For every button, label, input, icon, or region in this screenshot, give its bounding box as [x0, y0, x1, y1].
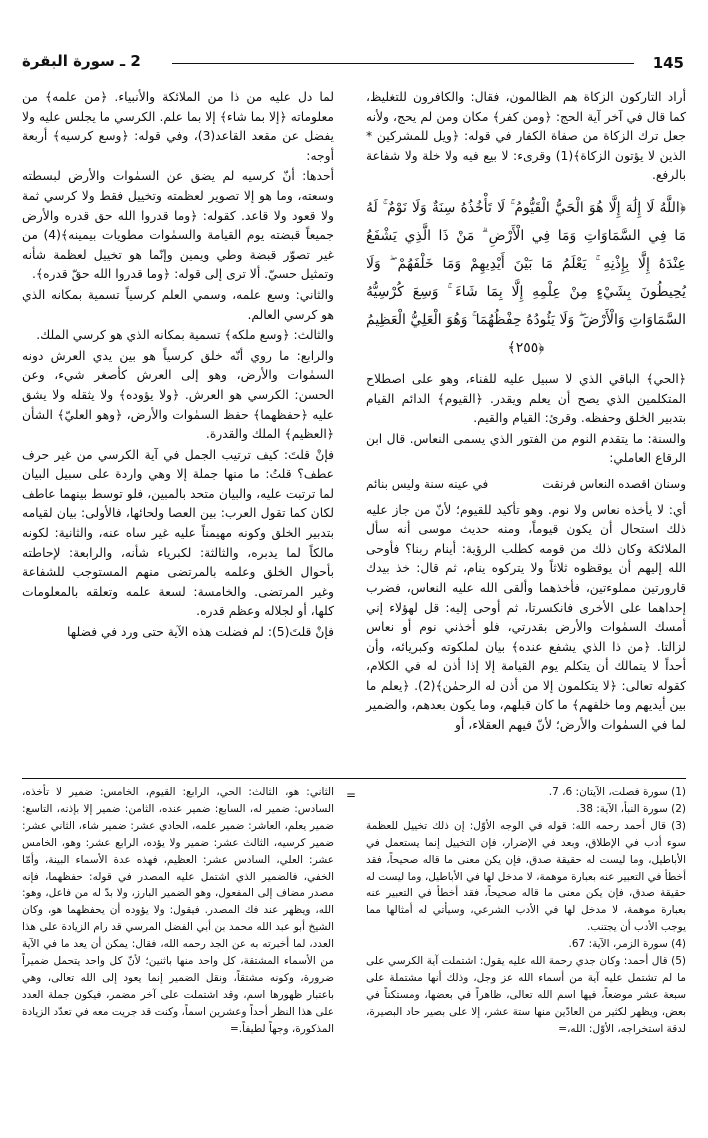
footnote-continuation-mark: = [346, 788, 357, 802]
footnote: (1) سورة فصلت، الآيتان: 6، 7. [548, 786, 686, 798]
footnote: (3) قال أحمد رحمه الله: قوله في الوجه الأوّل: إن ذلك تخييل للعظمة سوء أدب في الإطلاق، وبعد في الإضرار، فإن التخييل إنما يستعمل في الأباطيل، وما ليست له حقيقة صدق، فإن يكن معنى ما قاله صحيحاً، فقد أخطأ في التعبير عنه بعبارة موهمة، لا مدخل لها في الأباطيل، وما ليست له حقيقة صدق، فإن يكن معنى ما قاله صحيحاً، فقد أخطأ في التعبير عنه بعبارة موهمة، لا مدخل لها في الأدب الشرعي، وسيأتي له أمثالها مما يوجب الأدب أن يجتنب. [366, 819, 686, 934]
footnotes-left-column [22, 784, 334, 1038]
poem-verse [366, 475, 686, 495]
header-rule [172, 63, 634, 64]
footnote: (2) سورة النبأ، الآية: 38. [576, 802, 686, 815]
footnote: (4) سورة الزمر، الآية: 67. [568, 938, 686, 951]
body-paragraph: أي: لا يأخذه نعاس ولا نوم. وهو تأكيد للقيوم؛ لأنّ من جاز عليه ذلك استحال أن يكون قيوماً، ومنه حديث موسى أنه سأل الملائكة وكان ذلك من قومه كطلب الرؤية: أينام ربنا؟ فأوحى الله إليهم أن يوقظوه ثلاثاً ولا يتركوه ينام، ثم قال: خذ بيدك قارورتين مملوءتين، فأخذهما وألقى الله عليه النعاس، فضرب إحداهما على الأخرى فانكسرتا، ثم أوحى إليه: قل لهؤلاء إني أمسك السمٰوات والأرض بقدرتي، فلو أخذني نوم أو نعاس لزالتا. ﴿من ذا الذي يشفع عنده﴾ بيان لملكوته وكبريائه، وأن أحداً لا يتمالك أن يتكلم يوم القيامة إلا إذا أذن له في الكلام، كقوله تعالى: ﴿لا يتكلمون إلا من أذن له الرحمٰن﴾(2). ﴿يعلم ما بين أيديهم وما خلفهم﴾ ما كان قبلهم، وما يكون بعدهم، والضمير لما في السمٰوات والأرض؛ لأنّ فيهم العقلاء، أو [366, 502, 686, 733]
quran-verse: ﴿اللَّهُ لَا إِلَٰهَ إِلَّا هُوَ الْحَيُّ الْقَيُّومُ ۚ لَا تَأْخُذُهُ سِنَةٌ وَلَا نَوْمٌ ۚ لَهُ مَا فِي السَّمَاوَاتِ وَمَا فِي الْأَرْضِ ۗ مَنْ ذَا الَّذِي يَشْفَعُ عِنْدَهُ إِلَّا بِإِذْنِهِ ۚ يَعْلَمُ مَا بَيْنَ أَيْدِيهِمْ وَمَا خَلْفَهُمْ ۖ وَلَا يُحِيطُونَ بِشَيْءٍ مِنْ عِلْمِهِ إِلَّا بِمَا شَاءَ ۚ وَسِعَ كُرْسِيُّهُ السَّمَاوَاتِ وَالْأَرْضَ ۖ وَلَا يَئُودُهُ حِفْظُهُمَا ۚ وَهُوَ الْعَلِيُّ الْعَظِيمُ ﴿٢٥٥﴾ [366, 199, 686, 356]
poem-second-hemistich: في عينه سنة وليس بنائم [366, 476, 489, 491]
footnote-separator [22, 778, 686, 779]
body-paragraph: والثاني: وسع علمه، وسمي العلم كرسياً تسمية بمكانه الذي هو كرسي العالم. [22, 287, 334, 322]
poem-first-hemistich: وسنان اقصده النعاس فرنقت [542, 476, 686, 491]
body-paragraph: أراد التاركون الزكاة هم الظالمون، فقال: والكافرون للتغليظ، كما قال في آخر آية الحج: ﴿ومن كفر﴾ مكان ومن لم يحج، ولأنه جعل ترك الزكاة من صفاة الكفار في قوله: ﴿ويل للمشركين * الذين لا يؤتون الزكاة﴾(1) وقرىء: لا بيع فيه ولا خلة ولا شفاعة بالرفع. [366, 90, 686, 183]
footnote: (5) قال أحمد: وكان جدي رحمة الله عليه يقول: اشتملت آية الكرسي على ما لم تشتمل عليه آية من أسماء الله عز وجل، وذلك أنها مشتملة على سبعة عشر موضعاً، فيها اسم الله تعالى، ظاهراً في بعضها، ومستكناً في بعض، ويظهر لكثير من العادّين منها ستة عشر، إلا على بصير حاد البصيرة، لدقة استخراجه، الأوّل: الله،= [366, 955, 686, 1035]
body-paragraph: ﴿الحي﴾ الباقي الذي لا سبيل عليه للفناء، وهو على اصطلاح المتكلمين الذي يصح أن يعلم ويقدر. ﴿القيوم﴾ الدائم القيام بتدبير الخلق وحفظه. وقرئ: القيام والقيم. [366, 371, 686, 426]
body-paragraph: أحدها: أنّ كرسيه لم يضق عن السمٰوات والأرض لبسطته وسعته، وما هو إلا تصوير لعظمته وتخييل فقط ولا كرسي ثمة ولا قعود ولا قاعد. كقوله: ﴿وما قدروا الله حق قدره والأرض جميعاً قبضته يوم القيامة والسمٰوات مطويات بيمينه﴾(4) من غير تصوّر قبضة وطي ويمين وإنّما هو تخييل لعظمة شأنه وتمثيل حسيّ. ألا ترى إلى قوله: ﴿وما قدروا الله حقّ قدره﴾. [22, 169, 335, 282]
footnotes-right-column [366, 784, 686, 1038]
body-paragraph: والثالث: ﴿وسع ملكه﴾ تسمية بمكانه الذي هو كرسي الملك. [36, 328, 334, 343]
body-paragraph: فإنْ قلتَ: كيف ترتيب الجمل في آية الكرسي من غير حرف عطف؟ قلتُ: ما منها جملة إلا وهي واردة على سبيل البيان لما ترتبت عليه، والبيان متحد بالمبين، فلو توسط بينهما عاطف لكان كما تقول العرب: بين العصا ولحائها، فالأولى: بيان لقيامه بتدبير الخلق وكونه مهيمناً عليه غير ساه عنه، والثانية: لكونه مالكاً لما يدبره، والثالثة: لكبرياء شأنه، والرابعة: لإحاطته بأحوال الخلق وعلمه بالمرتضى منهم المستوجب للشفاعة وغير المرتضى. والخامسة: لسعة علمه وتعلقه بالمعلومات كلها، أو لجلاله وعظم قدره. [22, 447, 334, 619]
footnote: الثاني: هو، الثالث: الحي، الرابع: القيوم، الخامس: ضمير لا تأخذه، السادس: ضمير له، السابع: ضمير عنده، الثامن: ضمير إلا بإذنه، التاسع: ضمير يعلم، العاشر: ضمير علمه، الحادي عشر: ضمير شاء، الثاني عشر: ضمير كرسيه، الثالث عشر: ضمير ولا يؤده، الرابع عشر: وهو، الخامس عشر: العلي، السادس عشر: العظيم، فهذه عدة الأسماء البينة، وأمّا الخفي، فالضمير الذي اشتمل عليه المصدر في قوله: حفظهما، فإنه مصدر مضاف إلى المفعول، وهو الضمير البارز، ولا بدّ له من فاعل، وهو: الله، ويظهر عند فك المصدر. فيقول: ولا يؤوده أن يحفظهما هو، وكان الشيخ أبو عبد الله محمد بن أبي الفضل المرسي قد رام الزيادة على هذا العدد، لما أخبرته به عن الجد رحمه الله، فقال: يمكن أن يعد ما في الآية من الأسماء المشتقة، كل واحد منها باثنين؛ لأنّ كل واحد يتحمل ضميراً ضرورة، وكونه مشتقاً، ونقل الضمير إنما يعود إلى الله تعالى، وهي باعتبار ظهورها اسم، وقد اشتملت على آخر مضمر، فيكون جملة العدد على هذا النظر أحداً وعشرين اسماً، وكنت قد جريت معه في تعدّد الزيادة المذكورة، وجهاً لطيفاً.= [22, 786, 334, 1035]
body-paragraph: لما دل عليه من ذا من الملائكة والأنبياء. ﴿من علمه﴾ من معلوماته ﴿إلا بما شاء﴾ إلا بما علم. الكرسي ما يجلس عليه ولا يفضل عن مقعد القاعد(3)، وفي قوله: ﴿وسع كرسيه﴾ أربعة أوجه: [22, 90, 334, 163]
left-text-column [22, 88, 334, 644]
sura-title: 2 ـ سورة البقرة [22, 52, 141, 70]
body-paragraph: والسنة: ما يتقدم النوم من الفتور الذي يسمى النعاس. قال ابن الرقاع العاملي: [366, 431, 686, 466]
page-number: 145 [652, 54, 684, 72]
body-paragraph: فإنْ قلتَ(5): لم فضلت هذه الآية حتى ورد في فضلها [67, 625, 334, 640]
body-paragraph: والرابع: ما روي أنّه خلق كرسياً هو بين يدي العرش دونه السمٰوات والأرض، وهو إلى العرش كأصغر شيء، وعن الحسن: الكرسي هو العرش. ﴿ولا يؤوده﴾ ولا يثقله ولا يشق عليه ﴿حفظهما﴾ حفظ السمٰوات والأرض، ﴿وهو العليّ﴾ الشأن ﴿العظيم﴾ الملك والقدرة. [22, 348, 334, 442]
right-text-column [366, 88, 686, 737]
running-header [22, 52, 684, 74]
